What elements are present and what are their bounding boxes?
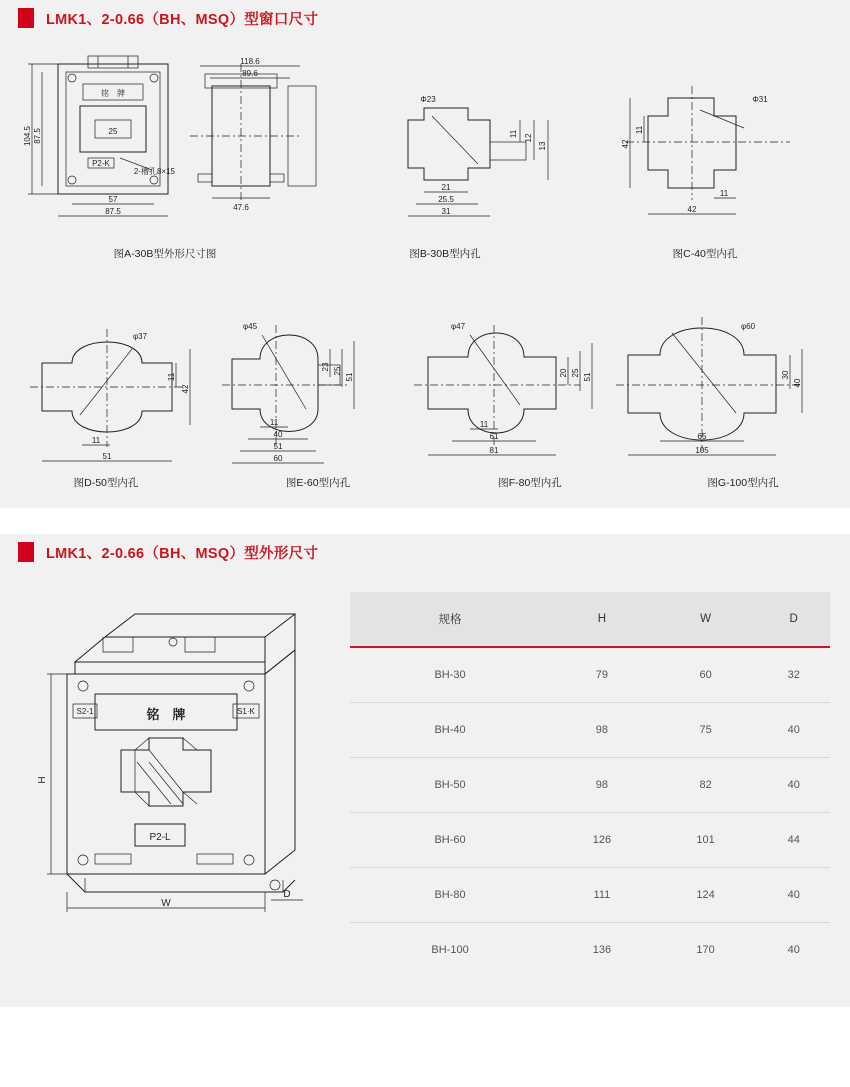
diagram-row-2 <box>0 305 850 490</box>
caption-fig-e: 图E-60型内孔 <box>285 477 351 489</box>
svg-text:42: 42 <box>621 139 630 149</box>
col-header-w: W <box>654 592 758 647</box>
caption-fig-a: 图A-30B型外形尺寸图 <box>113 248 217 260</box>
svg-text:11: 11 <box>91 436 101 445</box>
svg-text:60: 60 <box>273 454 283 463</box>
svg-text:2-槽孔8×15: 2-槽孔8×15 <box>133 167 175 176</box>
col-header-spec: 规格 <box>350 592 550 647</box>
cell-w: 124 <box>654 868 758 923</box>
table-row <box>350 703 830 758</box>
svg-text:40: 40 <box>273 430 283 439</box>
svg-text:87.5: 87.5 <box>105 207 121 216</box>
cell-d: 40 <box>757 703 830 758</box>
diagram-row-1 <box>0 46 850 261</box>
svg-text:P2-L: P2-L <box>149 832 171 843</box>
section-1-panel <box>0 36 850 508</box>
dim-d-label: D <box>283 889 291 900</box>
caption-fig-d: 图D-50型内孔 <box>73 477 139 489</box>
svg-text:S1·K: S1·K <box>237 707 255 716</box>
svg-text:25: 25 <box>333 366 342 376</box>
cell-w: 101 <box>654 813 758 868</box>
svg-text:φ60: φ60 <box>740 322 756 331</box>
svg-text:51: 51 <box>102 452 112 461</box>
cell-w: 170 <box>696 944 715 956</box>
svg-text:25: 25 <box>571 368 580 378</box>
red-mark-icon-2 <box>18 542 34 562</box>
table-row <box>350 758 830 813</box>
svg-text:铭 牌: 铭 牌 <box>101 89 125 98</box>
svg-text:φ47: φ47 <box>450 322 466 331</box>
nameplate-label: 铭 牌 <box>146 707 186 722</box>
section-divider <box>0 508 850 534</box>
cell-model: BH-40 <box>350 703 550 758</box>
red-mark-icon <box>18 8 34 28</box>
svg-text:25.5: 25.5 <box>438 195 454 204</box>
cell-d: 44 <box>757 813 830 868</box>
svg-text:105: 105 <box>695 446 709 455</box>
cell-model: BH-60 <box>350 813 550 868</box>
svg-text:40: 40 <box>793 378 802 388</box>
svg-text:11: 11 <box>479 420 489 429</box>
product-drawing-container <box>0 592 350 922</box>
cell-h: 98 <box>550 703 654 758</box>
figure-d-50-bore <box>30 329 190 461</box>
caption-fig-c: 图C-40型内孔 <box>672 248 738 260</box>
figure-g-100-bore <box>616 317 802 455</box>
cell-h: 126 <box>550 813 654 868</box>
col-header-h: H <box>550 592 654 647</box>
spec-table <box>350 592 830 977</box>
svg-text:20: 20 <box>559 368 568 378</box>
svg-text:23: 23 <box>321 362 330 372</box>
cell-w: 75 <box>654 703 758 758</box>
caption-fig-b: 图B-30B型内孔 <box>409 248 481 260</box>
svg-text:Φ31: Φ31 <box>752 95 768 104</box>
svg-text:65: 65 <box>697 432 707 441</box>
svg-text:51: 51 <box>273 442 283 451</box>
figure-c-40-bore <box>621 86 790 214</box>
col-header-d: D <box>757 592 830 647</box>
figure-a-side-view <box>190 57 316 212</box>
cell-h: 79 <box>550 647 654 703</box>
svg-text:11: 11 <box>635 125 644 135</box>
section-1-title: LMK1、2-0.66（BH、MSQ）型窗口尺寸 <box>46 11 319 28</box>
cell-model: BH-80 <box>350 868 550 923</box>
svg-text:31: 31 <box>441 207 451 216</box>
cell-w: 60 <box>654 647 758 703</box>
svg-text:47.6: 47.6 <box>233 203 249 212</box>
product-3d-drawing <box>25 592 325 922</box>
svg-text:30: 30 <box>781 370 790 380</box>
dim-w-label: W <box>161 898 171 909</box>
svg-text:89.6: 89.6 <box>242 69 258 78</box>
section-window-dimensions <box>0 0 850 508</box>
svg-text:51: 51 <box>583 372 592 382</box>
section-1-header <box>0 0 850 36</box>
caption-fig-f: 图F-80型内孔 <box>498 477 562 489</box>
svg-text:13: 13 <box>538 141 547 151</box>
svg-text:Φ23: Φ23 <box>420 95 436 104</box>
svg-text:51: 51 <box>345 372 354 382</box>
cell-h: 136 <box>592 944 612 956</box>
figure-e-60-bore <box>222 322 354 463</box>
svg-text:11: 11 <box>509 129 518 139</box>
svg-text:61: 61 <box>489 432 499 441</box>
svg-text:P2-K: P2-K <box>92 159 110 168</box>
figures-row-1 <box>0 46 850 246</box>
table-row <box>350 647 830 703</box>
cell-d: 40 <box>757 758 830 813</box>
section-outline-dimensions <box>0 534 850 1007</box>
figure-f-80-bore <box>414 322 592 455</box>
svg-text:11: 11 <box>269 418 279 427</box>
cell-model: BH-50 <box>350 758 550 813</box>
svg-text:φ37: φ37 <box>132 332 148 341</box>
svg-text:118.6: 118.6 <box>240 57 260 66</box>
cell-model: BH-100 <box>431 944 469 956</box>
cell-h: 111 <box>550 868 654 923</box>
svg-text:25: 25 <box>108 127 118 136</box>
cell-d: 40 <box>757 868 830 923</box>
cell-w: 82 <box>654 758 758 813</box>
table-row <box>350 868 830 923</box>
svg-text:104.5: 104.5 <box>23 125 32 147</box>
svg-text:57: 57 <box>108 195 118 204</box>
caption-fig-g: 图G-100型内孔 <box>707 477 779 489</box>
section-2-header <box>0 534 850 570</box>
figure-b-30b-bore <box>408 95 548 216</box>
svg-text:42: 42 <box>181 384 190 394</box>
figure-a-30b-outline <box>23 56 176 216</box>
cell-h: 98 <box>550 758 654 813</box>
section-2-title: LMK1、2-0.66（BH、MSQ）型外形尺寸 <box>46 545 319 562</box>
svg-text:81: 81 <box>489 446 499 455</box>
dim-h-label: H <box>37 776 48 784</box>
svg-text:87.5: 87.5 <box>33 128 42 144</box>
svg-text:42: 42 <box>687 205 697 214</box>
svg-text:11: 11 <box>167 372 176 382</box>
table-row <box>350 813 830 868</box>
svg-text:S2-1: S2-1 <box>76 707 94 716</box>
figures-row-2 <box>0 305 850 475</box>
svg-text:21: 21 <box>441 183 451 192</box>
svg-text:11: 11 <box>719 189 729 198</box>
svg-text:12: 12 <box>524 133 533 143</box>
cell-model: BH-30 <box>350 647 550 703</box>
table-row <box>350 923 830 978</box>
spec-table-container <box>350 592 850 977</box>
table-header-row <box>350 592 830 647</box>
cell-d: 32 <box>757 647 830 703</box>
section-2-panel <box>0 570 850 1007</box>
cell-d: 40 <box>787 944 800 956</box>
svg-text:φ45: φ45 <box>242 322 258 331</box>
